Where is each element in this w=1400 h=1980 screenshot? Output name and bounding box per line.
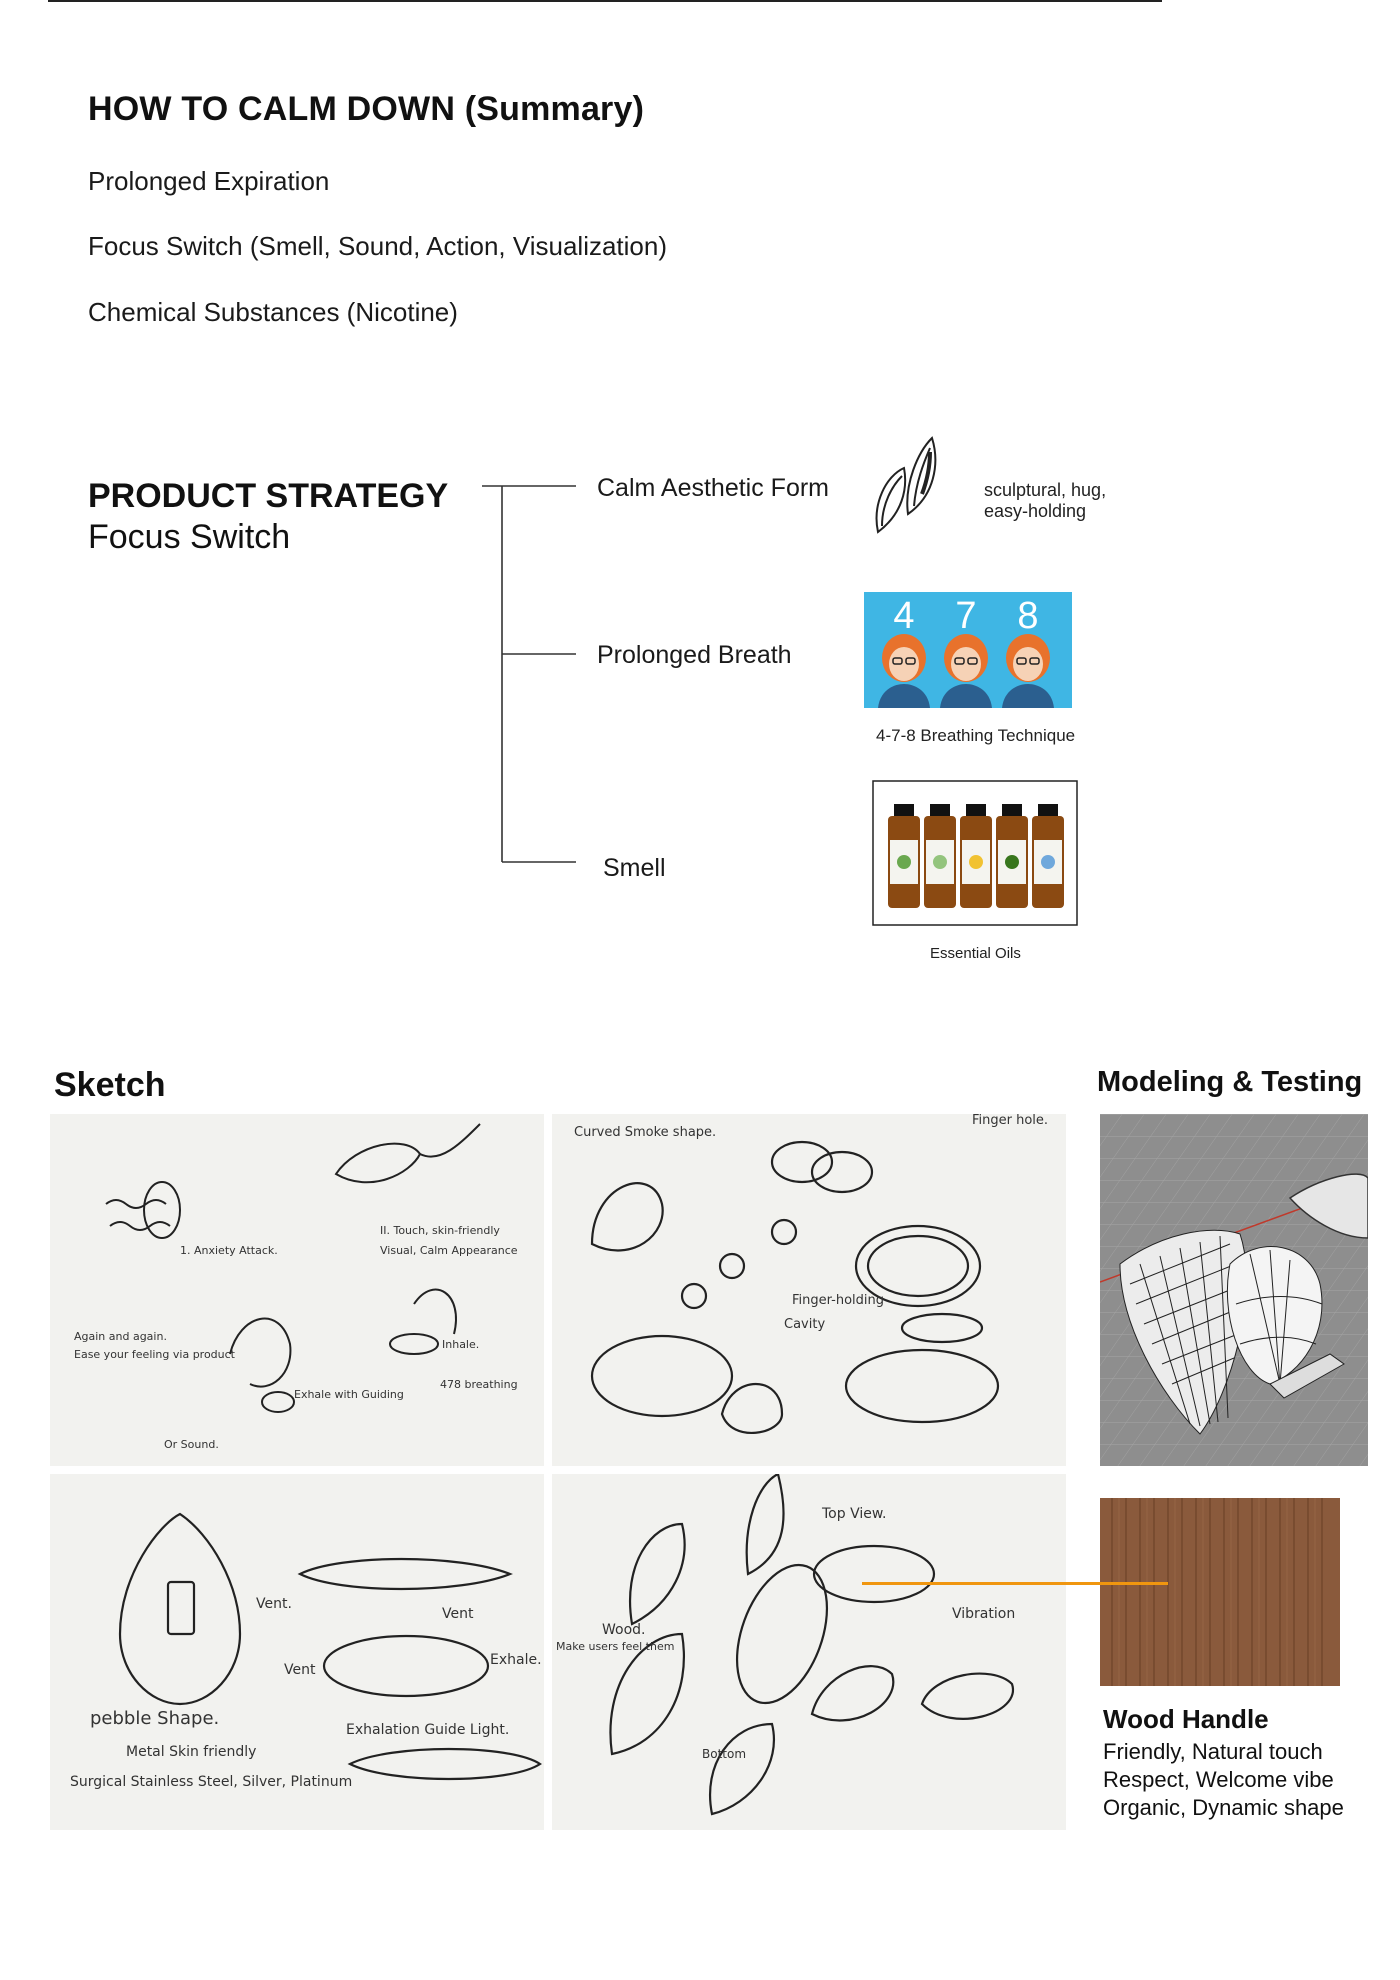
svg-text:Vibration: Vibration [952,1606,1016,1622]
svg-text:Top View.: Top View. [822,1506,887,1522]
calm-form-sketch-icon [868,434,958,548]
svg-text:Or Sound.: Or Sound. [164,1438,219,1451]
sketch-panel-pebble-shape [50,1474,544,1830]
summary-item: Focus Switch (Smell, Sound, Action, Visualization) [88,231,668,261]
breath-digit-7: 7 [955,595,977,637]
sketch-panel-top-view [552,1474,1066,1830]
svg-text:Inhale.: Inhale. [442,1338,480,1351]
svg-text:478 breathing: 478 breathing [440,1378,518,1391]
svg-text:Metal Skin friendly: Metal Skin friendly [126,1744,257,1760]
wood-callout-line [862,1582,1168,1585]
sketch-title: Sketch [54,1066,166,1104]
svg-text:pebble Shape.: pebble Shape. [90,1708,220,1729]
branch-prolonged-breath: Prolonged Breath [597,641,792,669]
essential-oils-image [872,780,1078,926]
wood-texture-image [1100,1498,1340,1686]
svg-text:Surgical Stainless Steel, Silv: Surgical Stainless Steel, Silver, Platinum [70,1774,353,1790]
modeling-title: Modeling & Testing [1097,1066,1363,1098]
essential-oils-caption: Essential Oils [930,945,1021,962]
wood-handle-description: Friendly, Natural touch Respect, Welcome vibe Organic, Dynamic shape [1103,1739,1344,1820]
svg-text:II. Touch, skin-friendly: II. Touch, skin-friendly [380,1224,500,1237]
sketch-panel-anxiety [50,1114,544,1466]
branch-calm-aesthetic-form: Calm Aesthetic Form [597,474,830,502]
svg-text:Finger hole.: Finger hole. [972,1114,1049,1128]
calm-form-note: sculptural, hug, easy-holding [984,480,1107,521]
svg-text:Exhalation Guide Light.: Exhalation Guide Light. [346,1722,510,1738]
strategy-title: PRODUCT STRATEGY [88,477,449,515]
breath-digit-8: 8 [1017,595,1039,637]
breathing-illustration [864,592,1072,708]
svg-text:Exhale.: Exhale. [490,1652,542,1668]
svg-text:Curved Smoke shape.: Curved Smoke shape. [574,1125,717,1140]
sketch-drawing [552,1114,1066,1466]
strategy-tree-connector [478,480,588,865]
strategy-subtitle: Focus Switch [88,518,291,556]
summary-item: Prolonged Expiration [88,166,330,196]
svg-text:Vent: Vent [442,1606,474,1622]
svg-text:Ease your feeling via product: Ease your feeling via product [74,1348,235,1361]
breath-digit-4: 4 [893,595,915,637]
sketch-drawing [50,1114,544,1466]
svg-text:Finger-holding: Finger-holding [792,1293,884,1308]
branch-smell: Smell [603,854,666,882]
3d-model-render [1100,1114,1368,1466]
svg-text:Vent: Vent [284,1662,316,1678]
svg-text:Wood.: Wood. [602,1622,646,1638]
svg-text:Vent.: Vent. [256,1596,292,1612]
modeling-render [1100,1114,1368,1466]
wood-handle-title: Wood Handle [1103,1704,1269,1734]
summary-title: HOW TO CALM DOWN (Summary) [88,90,645,128]
sketch-drawing [552,1474,1066,1830]
svg-text:Cavity: Cavity [784,1317,826,1332]
svg-text:Exhale with Guiding: Exhale with Guiding [294,1388,404,1401]
svg-text:Make users feel them: Make users feel them [556,1640,675,1653]
svg-text:1. Anxiety Attack.: 1. Anxiety Attack. [180,1244,278,1257]
top-divider [48,0,1162,2]
svg-text:Bottom: Bottom [702,1747,747,1761]
breathing-caption: 4-7-8 Breathing Technique [876,726,1076,745]
svg-text:Visual, Calm Appearance: Visual, Calm Appearance [380,1244,518,1257]
summary-item: Chemical Substances (Nicotine) [88,297,458,327]
sketch-panel-smoke-shape [552,1114,1066,1466]
sketch-drawing [50,1474,544,1830]
svg-text:Again and again.: Again and again. [74,1330,167,1343]
